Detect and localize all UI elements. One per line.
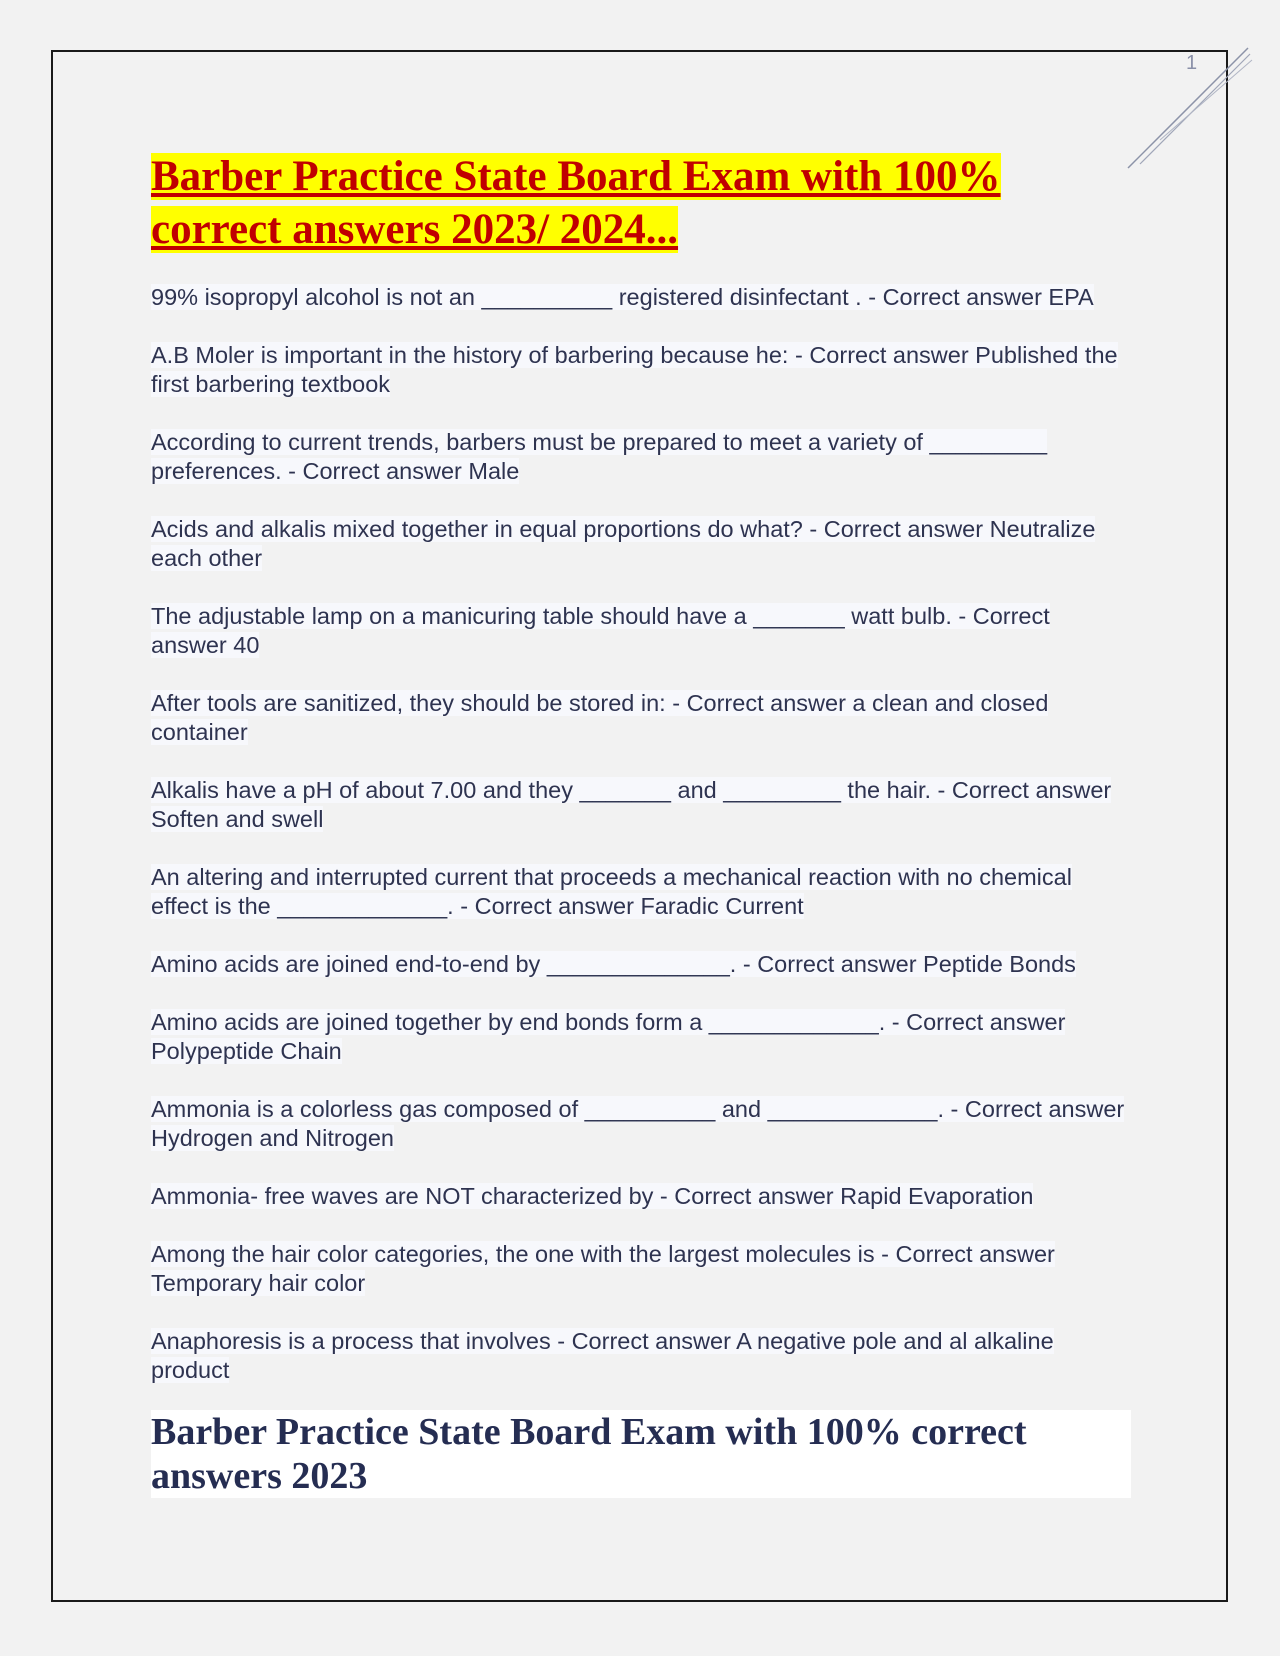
qa-item [151, 341, 1131, 399]
qa-item [151, 602, 1131, 660]
qa-item [151, 776, 1131, 834]
qa-item [151, 428, 1131, 486]
page-number: 1 [1186, 52, 1198, 74]
document-content [151, 150, 1131, 1498]
qa-text: Amino acids are joined together by end bonds form a _____________. - Correct answer Polypeptide Chain [151, 1009, 1066, 1064]
qa-text: Amino acids are joined end-to-end by ______________. - Correct answer Peptide Bonds [151, 951, 1076, 977]
document-title: Barber Practice State Board Exam with 100% correct answers 2023/ 2024... [151, 153, 1001, 253]
qa-text: According to current trends, barbers must be prepared to meet a variety of _________ preferences. - Correct answer Male [151, 429, 1048, 484]
qa-item [151, 283, 1131, 312]
qa-text: Among the hair color categories, the one with the largest molecules is - Correct answer Temporary hair color [151, 1241, 1055, 1296]
qa-text: Ammonia is a colorless gas composed of __________ and _____________. - Correct answer Hydrogen and Nitrogen [151, 1096, 1125, 1151]
qa-item [151, 1095, 1131, 1153]
qa-text: The adjustable lamp on a manicuring table should have a _______ watt bulb. - Correct answer 40 [151, 603, 1050, 658]
qa-text: An altering and interrupted current that proceeds a mechanical reaction with no chemical effect is the _____________. - Correct answer Faradic Current [151, 864, 1072, 919]
qa-list [151, 283, 1131, 1385]
qa-item [151, 1008, 1131, 1066]
qa-text: Acids and alkalis mixed together in equal proportions do what? - Correct answer Neutralize each other [151, 516, 1096, 571]
qa-item [151, 515, 1131, 573]
qa-item [151, 950, 1131, 979]
qa-item [151, 689, 1131, 747]
qa-text: A.B Moler is important in the history of barbering because he: - Correct answer Published the first barbering textbook [151, 342, 1118, 397]
qa-item [151, 1327, 1131, 1385]
qa-text: After tools are sanitized, they should be stored in: - Correct answer a clean and closed container [151, 690, 1049, 745]
corner-decoration-icon [1120, 40, 1260, 180]
qa-item [151, 1182, 1131, 1211]
qa-text: Anaphoresis is a process that involves - Correct answer A negative pole and al alkaline product [151, 1328, 1054, 1383]
qa-text: 99% isopropyl alcohol is not an __________ registered disinfectant . - Correct answer EPA [151, 284, 1094, 310]
qa-text: Alkalis have a pH of about 7.00 and they _______ and _________ the hair. - Correct answer Soften and swell [151, 777, 1112, 832]
footer-heading: Barber Practice State Board Exam with 100% correct answers 2023 [151, 1410, 1131, 1498]
qa-item [151, 863, 1131, 921]
qa-item [151, 1240, 1131, 1298]
qa-text: Ammonia- free waves are NOT characterized by - Correct answer Rapid Evaporation [151, 1183, 1034, 1209]
